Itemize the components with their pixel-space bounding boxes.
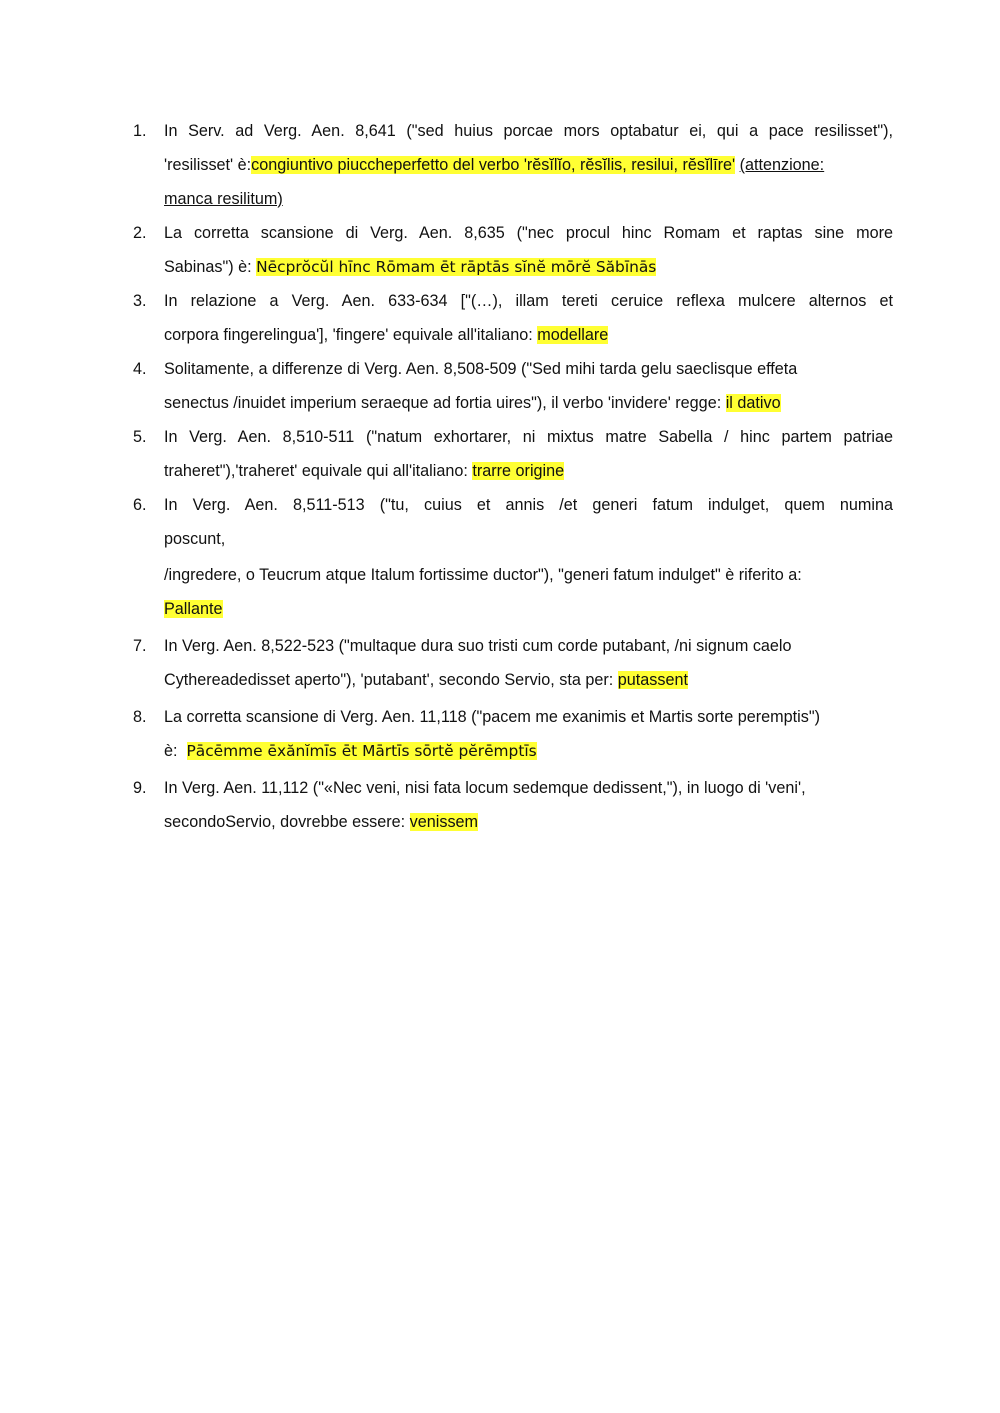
item-line — [164, 318, 893, 352]
underlined-note: (attenzione: — [739, 156, 825, 174]
list-item-6 — [133, 488, 893, 626]
item-text-segment: 'resilisset' è: — [164, 156, 252, 174]
item-line — [164, 148, 893, 182]
item-line — [164, 663, 893, 697]
item-text-segment: Sabinas") è: — [164, 258, 257, 276]
answer-highlight: putassent — [617, 671, 688, 689]
item-number: 4. — [133, 360, 147, 378]
list-item-7 — [133, 629, 893, 697]
item-line: /ingredere, o Teucrum atque Italum fortissime ductor"), "generi fatum indulget" è riferito a: — [164, 566, 802, 584]
list-item-1 — [133, 114, 893, 216]
item-text-segment: secondoServio, dovrebbe essere: — [164, 813, 410, 831]
item-line: Solitamente, a differenze di Verg. Aen. 8,508-509 ("Sed mihi tarda gelu saeclisque effeta — [164, 360, 798, 378]
item-number: 1. — [133, 122, 147, 140]
answer-highlight: il dativo — [725, 394, 781, 412]
item-number: 8. — [133, 708, 147, 726]
item-line: In Serv. ad Verg. Aen. 8,641 ("sed huius porcae mors optabatur ei, qui a pace resilisset"), — [164, 122, 893, 140]
item-line: La corretta scansione di Verg. Aen. 8,635 ("nec procul hinc Romam et raptas sine more — [164, 224, 893, 242]
answer-highlight: Pallante — [164, 600, 223, 618]
list-item-3 — [133, 284, 893, 352]
item-number: 9. — [133, 779, 147, 797]
item-line — [164, 734, 893, 768]
item-line: In Verg. Aen. 11,112 ("«Nec veni, nisi fata locum sedemque dedissent,"), in luogo di 'veni', — [164, 779, 806, 797]
item-text — [164, 284, 893, 352]
list-item-4 — [133, 352, 893, 420]
item-text — [164, 700, 893, 768]
answer-highlight: Pācēmme ēxănĭmīs ēt Mārtīs sōrtĕ pĕrēmptīs — [186, 742, 537, 760]
item-line: In relazione a Verg. Aen. 633-634 ["(…), illam tereti ceruice reflexa mulcere alternos et — [164, 292, 893, 310]
item-text — [164, 114, 893, 216]
item-text-segment: senectus /inuidet imperium seraeque ad fortia uires"), il verbo 'invidere' regge: — [164, 394, 726, 412]
list-item-8 — [133, 700, 893, 768]
list-item-5 — [133, 420, 893, 488]
answer-highlight: Nēcprŏcŭl hīnc Rōmam ēt rāptās sĭnĕ mōrĕ Săbīnās — [256, 258, 657, 276]
item-line: In Verg. Aen. 8,510-511 ("natum exhortarer, ni mixtus matre Sabella / hinc partem patriae — [164, 428, 893, 446]
item-number: 5. — [133, 428, 147, 446]
item-line — [164, 386, 893, 420]
answer-highlight: trarre origine — [472, 462, 565, 480]
question-list — [133, 114, 893, 839]
item-number: 2. — [133, 224, 147, 242]
item-line — [164, 805, 893, 839]
answer-highlight: modellare — [537, 326, 609, 344]
item-text — [164, 352, 893, 420]
item-text — [164, 420, 893, 488]
list-item-2 — [133, 216, 893, 284]
item-number: 6. — [133, 496, 147, 514]
underlined-note: manca resilitum) — [164, 190, 283, 208]
item-line: poscunt, — [164, 530, 226, 548]
item-text-segment: corpora fingerelingua'], 'fingere' equivale all'italiano: — [164, 326, 538, 344]
answer-highlight: congiuntivo piuccheperfetto del verbo 'rĕsĭlĭo, rĕsĭlis, resilui, rĕsĭlīre' — [251, 156, 736, 174]
item-line — [164, 454, 893, 488]
item-text-segment: traheret"),'traheret' equivale qui all'italiano: — [164, 462, 473, 480]
item-text — [164, 629, 893, 697]
item-text — [164, 216, 893, 284]
list-item-9 — [133, 771, 893, 839]
item-text-segment: Cythereadedisset aperto"), 'putabant', secondo Servio, sta per: — [164, 671, 618, 689]
answer-highlight: venissem — [409, 813, 479, 831]
item-line — [164, 592, 893, 626]
item-text — [164, 771, 893, 839]
item-line — [164, 250, 893, 284]
item-number: 3. — [133, 292, 147, 310]
item-number: 7. — [133, 637, 147, 655]
item-line: In Verg. Aen. 8,522-523 ("multaque dura suo tristi cum corde putabant, /ni signum caelo — [164, 637, 792, 655]
item-text — [164, 488, 893, 626]
item-line: La corretta scansione di Verg. Aen. 11,118 ("pacem me exanimis et Martis sorte peremptis") — [164, 708, 820, 726]
item-text-segment: è: — [164, 742, 187, 760]
item-line — [164, 182, 893, 216]
item-line: In Verg. Aen. 8,511-513 ("tu, cuius et annis /et generi fatum indulget, quem numina — [164, 496, 893, 514]
